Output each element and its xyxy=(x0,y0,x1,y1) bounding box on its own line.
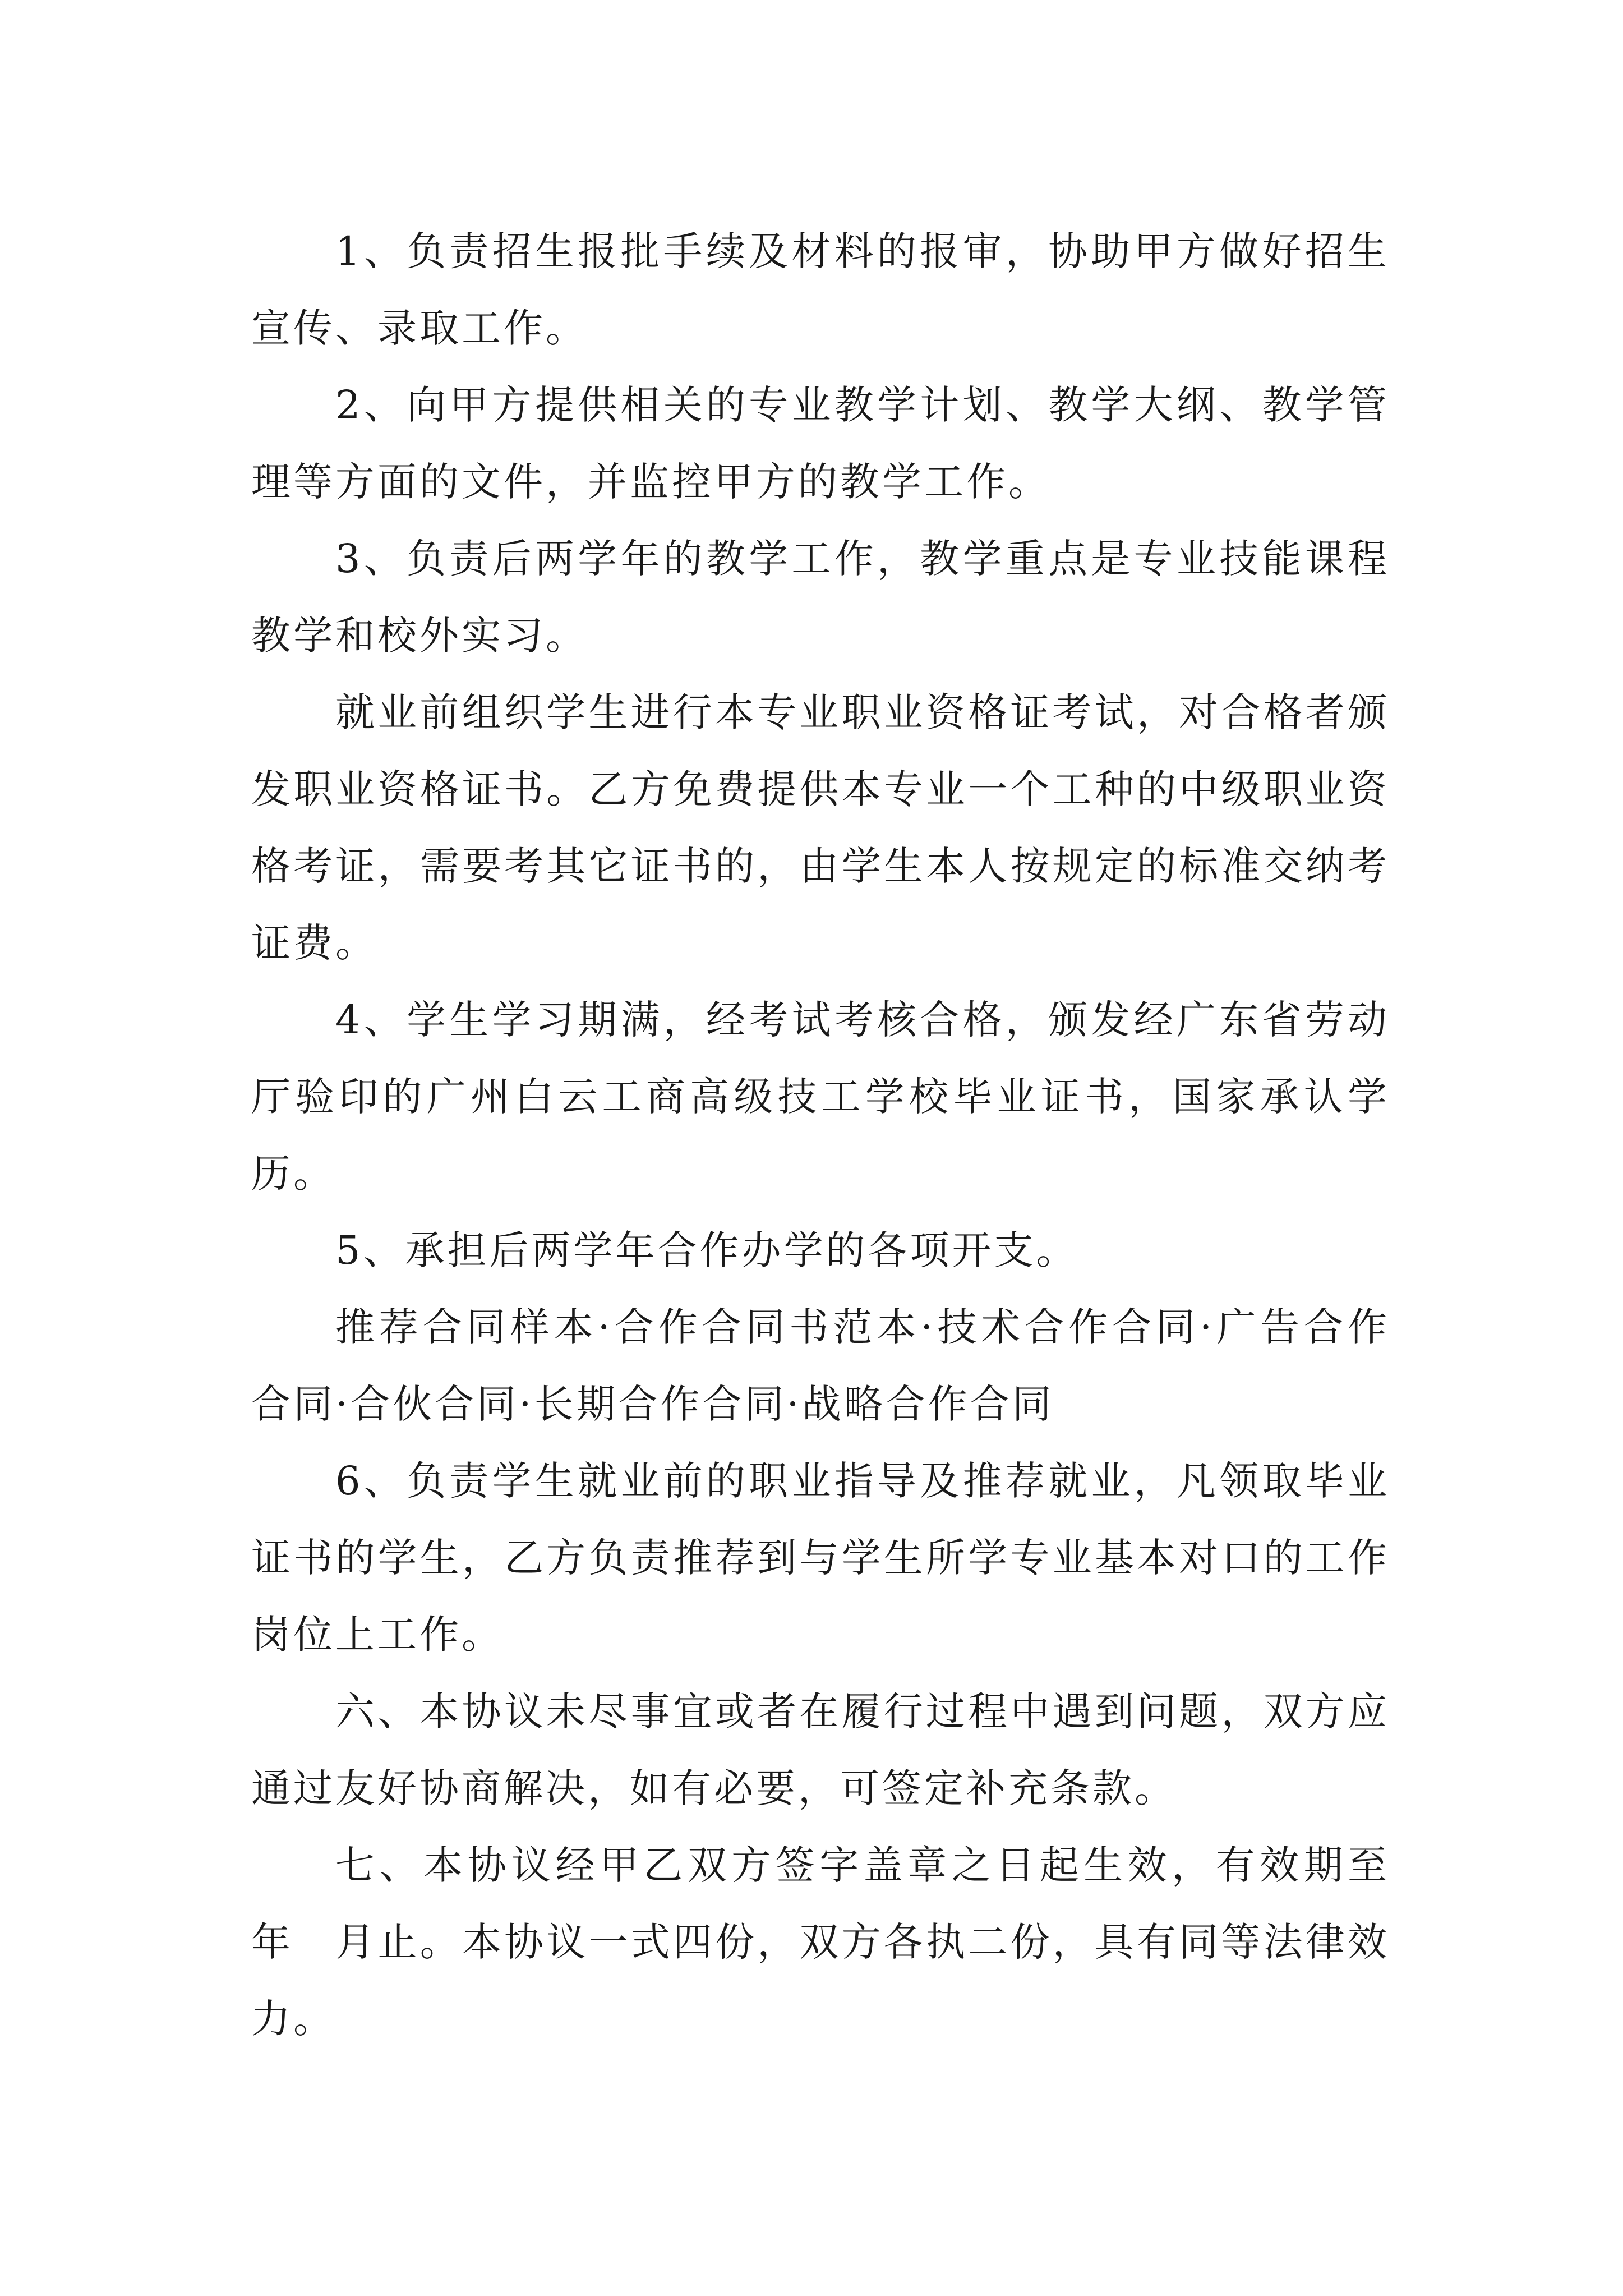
clause-1-paragraph: 1、负责招生报批手续及材料的报审，协助甲方做好招生宣传、录取工作。 xyxy=(251,228,1390,351)
certification-paragraph: 就业前组织学生进行本专业职业资格证考试，对合格者颁发职业资格证书。乙方免费提供本专业一个工种的中级职业资格考证，需要考其它证书的，由学生本人按规定的标准交纳考证费。 xyxy=(251,689,1390,966)
clause-3-paragraph: 3、负责后两学年的教学工作，教学重点是专业技能课程教学和校外实习。 xyxy=(251,536,1390,659)
article-seven-paragraph: 七、本协议经甲乙双方签字盖章之日起生效，有效期至 年 月止。本协议一式四份，双方各执二份，具有同等法律效力。 xyxy=(251,1842,1432,2042)
clause-5-paragraph: 5、承担后两学年合作办学的各项开支。 xyxy=(335,1227,1078,1273)
clause-4-paragraph: 4、学生学习期满，经考试考核合格，颁发经广东省劳动厅验印的广州白云工商高级技工学校毕业证书，国家承认学历。 xyxy=(251,997,1390,1197)
clause-6-paragraph: 6、负责学生就业前的职业指导及推荐就业，凡领取毕业证书的学生，乙方负责推荐到与学生所学专业基本对口的工作岗位上工作。 xyxy=(251,1458,1390,1658)
article-six-paragraph: 六、本协议未尽事宜或者在履行过程中遇到问题，双方应通过友好协商解决，如有必要，可签定补充条款。 xyxy=(251,1688,1390,1811)
clause-2-paragraph: 2、向甲方提供相关的专业教学计划、教学大纲、教学管理等方面的文件，并监控甲方的教学工作。 xyxy=(251,382,1390,505)
recommended-contracts-paragraph: 推荐合同样本·合作合同书范本·技术合作合同·广告合作合同·合伙合同·长期合作合同·战略合作合同 xyxy=(251,1304,1390,1427)
document-body xyxy=(251,213,1432,2058)
